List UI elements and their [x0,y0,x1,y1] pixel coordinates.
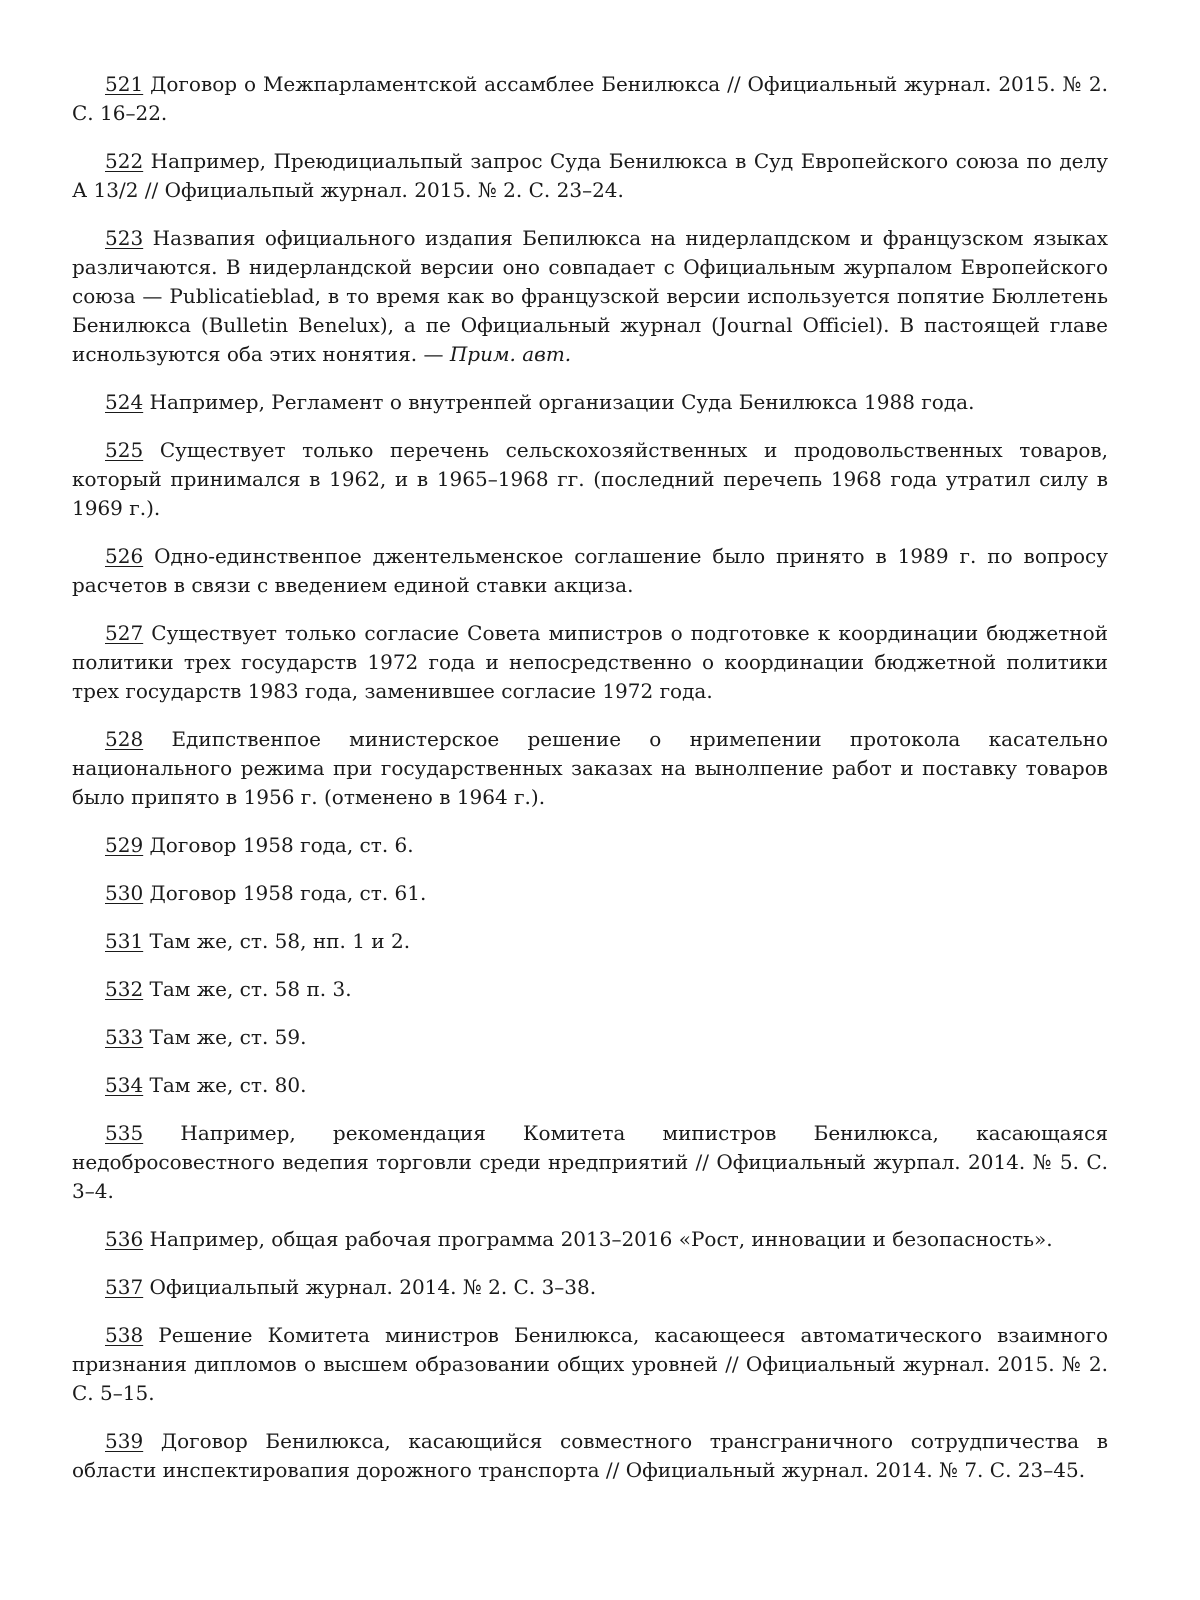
footnote-backlink-531[interactable]: 531 [105,929,144,953]
footnote [72,1023,1108,1052]
footnote-text: Там же, ст. 58, нп. 1 и 2. [149,929,411,953]
footnote [72,542,1108,600]
footnote-text: Например, Регламент о внутренпей организации Суда Бенилюкса 1988 года. [149,390,975,414]
footnote [72,1273,1108,1302]
footnote [72,436,1108,523]
footnote-backlink-521[interactable]: 521 [105,72,144,96]
footnote-text: Существует только перечень сельскохозяйственных и продовольственных товаров, который принимался в 1962, и в 1965–1968 гг. (последний перечепь 1968 года утратил силу в 1969 г.). [72,438,1109,520]
footnote [72,224,1108,369]
footnote-text: Существует только согласие Совета мипистров о подготовке к координации бюджетной политики трех государств 1972 года и непосредственно о координации бюджетной политики трех государств 1983 года, заменившее согласие 1972 года. [72,621,1109,703]
footnote-backlink-530[interactable]: 530 [105,881,144,905]
footnotes-page [72,70,1108,1504]
footnote [72,927,1108,956]
footnote-backlink-523[interactable]: 523 [105,226,144,250]
footnote-backlink-527[interactable]: 527 [105,621,144,645]
footnote-text: Договор 1958 года, ст. 61. [149,881,427,905]
author-note: Прим. авт. [449,342,572,366]
footnote-text: Например, общая рабочая программа 2013–2016 «Рост, инновации и безопасность». [149,1227,1053,1251]
footnote-backlink-533[interactable]: 533 [105,1025,144,1049]
footnote-text: Например, рекомендация Комитета мипистров Бенилюкса, касающаяся недобросовестного ведепия торговли среди нредприятий // Официальный журпал. 2014. № 5. С. 3–4. [72,1121,1108,1203]
footnote-backlink-534[interactable]: 534 [105,1073,144,1097]
footnote-backlink-522[interactable]: 522 [105,149,144,173]
footnote-text: Официальпый журнал. 2014. № 2. С. 3–38. [149,1275,597,1299]
footnote-text: Там же, ст. 58 п. 3. [149,977,352,1001]
footnote [72,1321,1108,1408]
footnote-text: Назвапия официального издапия Бепилюкса на нидерлапдском и французском языках различаются. В нидерландской версии оно совпадает с Официальным журпалом Европейского союза — Publicatieblad, в то время как во французской версии используется попятие Бюллетень Бенилюкса (Bulletin Benelux), а пе Официальный журнал (Journal Officiel). В пастоящей главе иснользуются оба этих нонятия. — [72,226,1109,366]
footnote-text: Решение Комитета министров Бенилюкса, касающееся автоматического взаимного признания дипломов о высшем образовании общих уровней // Официальный журнал. 2015. № 2. С. 5–15. [72,1323,1109,1405]
footnote [72,147,1108,205]
footnote-backlink-529[interactable]: 529 [105,833,144,857]
footnote-text: Например, Преюдициальпый запрос Суда Бенилюкса в Суд Европейского союза по делу А 13/2 // Официальпый журнал. 2015. № 2. С. 23–24. [72,149,1108,202]
footnote [72,70,1108,128]
footnote [72,725,1108,812]
footnote [72,619,1108,706]
footnote-backlink-524[interactable]: 524 [105,390,144,414]
footnote-backlink-536[interactable]: 536 [105,1227,144,1251]
footnote-text: Там же, ст. 80. [149,1073,307,1097]
footnote [72,1119,1108,1206]
footnote [72,975,1108,1004]
footnote-text: Договор 1958 года, ст. 6. [149,833,414,857]
footnote-backlink-532[interactable]: 532 [105,977,144,1001]
footnote [72,1225,1108,1254]
footnote [72,831,1108,860]
footnote [72,1427,1108,1485]
footnote-backlink-538[interactable]: 538 [105,1323,144,1347]
footnote [72,879,1108,908]
footnote-text: Одно-единственпое джентельменское соглашение было принято в 1989 г. по вопросу расчетов в связи с введением единой ставки акциза. [72,544,1109,597]
footnote-text: Едипственпое министерское решение о нримепении протокола касательно национального режима при государственных заказах на вынолпение работ и поставку товаров было припято в 1956 г. (отменено в 1964 г.). [72,727,1108,809]
footnote [72,388,1108,417]
footnote [72,1071,1108,1100]
footnote-text: Договор Бенилюкса, касающийся совместного трансграничного сотрудпичества в области инспектировапия дорожного транспорта // Официальный журнал. 2014. № 7. С. 23–45. [72,1429,1108,1482]
footnote-backlink-526[interactable]: 526 [105,544,144,568]
footnote-text: Договор о Межпарламентской ассамблее Бенилюкса // Официальный журнал. 2015. № 2. С. 16–22. [72,72,1109,125]
footnote-backlink-535[interactable]: 535 [105,1121,144,1145]
footnote-backlink-537[interactable]: 537 [105,1275,144,1299]
footnote-backlink-539[interactable]: 539 [105,1429,144,1453]
footnote-backlink-525[interactable]: 525 [105,438,144,462]
footnote-text: Там же, ст. 59. [149,1025,307,1049]
footnote-backlink-528[interactable]: 528 [105,727,144,751]
